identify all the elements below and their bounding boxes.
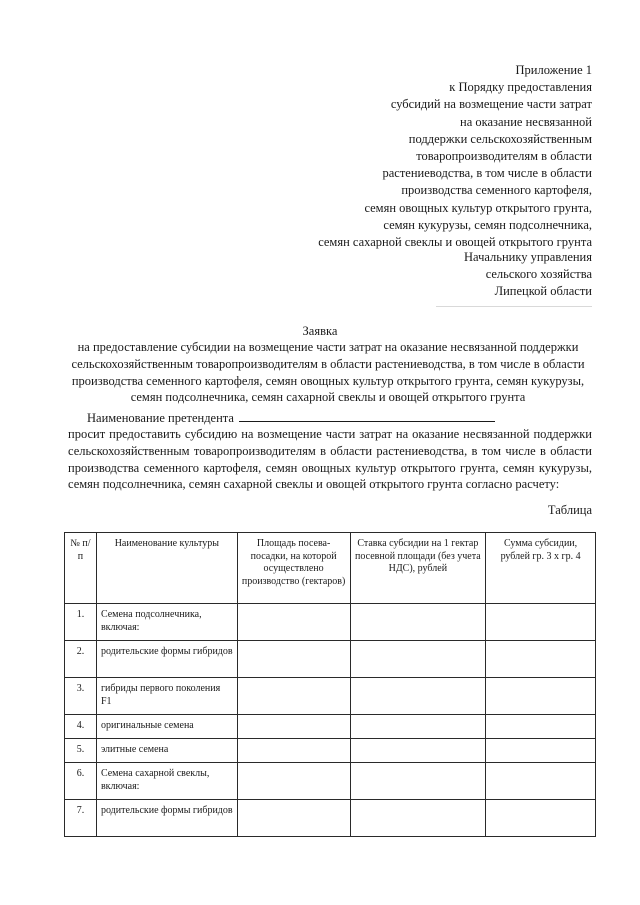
appendix-line: к Порядку предоставления [449,80,592,95]
appendix-block [262,62,592,251]
row-num: 3. [65,678,97,715]
row-crop: элитные семена [96,739,237,763]
row-num: 4. [65,715,97,739]
header-sum: Сумма субсидии, рублей гр. 3 х гр. 4 [486,533,596,604]
table-label: Таблица [547,503,592,517]
row-rate-cell[interactable] [350,800,486,837]
table-header-row [65,533,596,604]
row-num: 6. [65,763,97,800]
appendix-line: субсидий на возмещение части затрат [390,97,592,112]
row-rate-cell[interactable] [350,678,486,715]
appendix-line: товаропроизводителям в области [416,149,592,164]
row-crop: родительские формы гибридов [96,641,237,678]
appendix-line: семян сахарной свеклы и овощей открытого грунта [318,235,592,250]
table-row [65,800,596,837]
row-area-cell[interactable] [237,715,350,739]
appendix-line: производства семенного картофеля, [401,183,592,198]
row-sum-cell[interactable] [486,715,596,739]
appendix-line: на оказание несвязанной [460,114,592,129]
row-sum-cell[interactable] [486,763,596,800]
table-row [65,641,596,678]
row-num: 2. [65,641,97,678]
row-area-cell[interactable] [237,739,350,763]
table-row [65,678,596,715]
applicant-label: Наименование претендента [87,411,234,425]
row-area-cell[interactable] [237,678,350,715]
applicant-blank-field[interactable] [239,410,495,422]
applicant-row [87,410,495,426]
row-rate-cell[interactable] [350,763,486,800]
header-area: Площадь посева-посадки, на которой осуществлено производство (гектаров) [237,533,350,604]
addressee-block [332,249,592,301]
row-crop: гибриды первого поколения F1 [96,678,237,715]
row-rate-cell[interactable] [350,641,486,678]
row-area-cell[interactable] [237,641,350,678]
row-rate-cell[interactable] [350,715,486,739]
row-num: 1. [65,604,97,641]
table-row [65,715,596,739]
row-num: 5. [65,739,97,763]
appendix-line: растениеводства, в том числе в области [382,166,592,181]
row-crop: оригинальные семена [96,715,237,739]
row-rate-cell[interactable] [350,739,486,763]
header-crop: Наименование культуры [96,533,237,604]
header-rate: Ставка субсидии на 1 гектар посевной площади (без учета НДС), рублей [350,533,486,604]
table-row [65,763,596,800]
row-crop: родительские формы гибридов [96,800,237,837]
table-row [65,604,596,641]
document-title: Заявка [302,324,338,338]
addressee-line: сельского хозяйства [485,267,592,282]
addressee-line: Начальнику управления [464,250,592,264]
row-crop: Семена сахарной свеклы, включая: [96,763,237,800]
row-num: 7. [65,800,97,837]
document-purpose: на предоставление субсидии на возмещение части затрат на оказание несвязанной поддержки сельскохозяйственным товаропроизводителям в области растениеводства, в том числе в области производства семенного картофеля, семян овощных культур открытого грунта, семян кукурузы, семян подсолнечника, семян сахарной свеклы и овощей открытого грунта [71,340,585,405]
subsidy-table [64,532,596,837]
table-row [65,739,596,763]
request-text: просит предоставить субсидию на возмещение части затрат на оказание несвязанной поддержки сельскохозяйственным товаропроизводителям в области растениеводства, в том числе в области производства семенного картофеля, семян овощных культур открытого грунта, семян кукурузы, семян подсолнечника, семян сахарной свеклы и овощей открытого грунта согласно расчету: [68,427,592,492]
appendix-line: семян кукурузы, семян подсолнечника, [383,217,592,232]
addressee-line: Липецкой области [494,284,592,299]
row-area-cell[interactable] [237,800,350,837]
header-num: № п/п [65,533,97,604]
row-sum-cell[interactable] [486,678,596,715]
row-rate-cell[interactable] [350,604,486,641]
row-sum-cell[interactable] [486,604,596,641]
row-sum-cell[interactable] [486,641,596,678]
appendix-line: Приложение 1 [515,63,592,77]
row-area-cell[interactable] [237,604,350,641]
row-area-cell[interactable] [237,763,350,800]
appendix-line: семян овощных культур открытого грунта, [364,200,592,215]
row-sum-cell[interactable] [486,800,596,837]
addressee-divider [436,306,592,307]
row-sum-cell[interactable] [486,739,596,763]
appendix-line: поддержки сельскохозяйственным [408,131,592,146]
row-crop: Семена подсолнечника, включая: [96,604,237,641]
